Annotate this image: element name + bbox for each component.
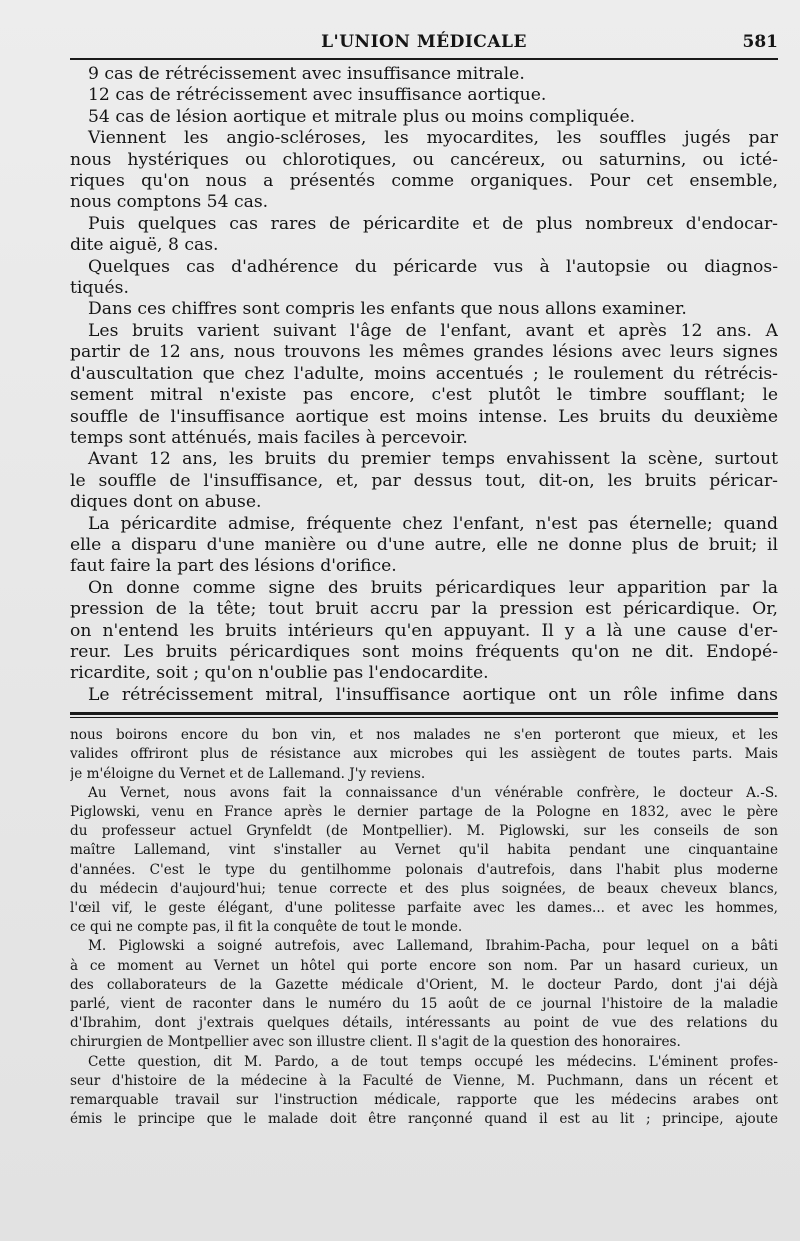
footnote-line: Cette question, dit M. Pardo, a de tout temps occupé les médecins. L'éminent profes- — [88, 1053, 778, 1070]
body-text-line: Puis quelques cas rares de péricardite et de plus nombreux d'endocar- — [88, 213, 778, 234]
body-text-line: Quelques cas d'adhérence du péricarde vus à l'autopsie ou diagnos- — [88, 256, 778, 277]
body-text-line: La péricardite admise, fréquente chez l'enfant, n'est pas éternelle; quand — [88, 513, 778, 534]
body-text-line: riques qu'on nous a présentés comme organiques. Pour cet ensemble, — [70, 171, 778, 192]
footnote-line: maître Lallemand, vint s'installer au Vernet qu'il habita pendant une cinquantaine — [70, 842, 778, 859]
body-text-line: 12 cas de rétrécissement avec insuffisance aortique. — [88, 85, 547, 106]
main-text — [70, 64, 778, 706]
body-text-line: elle a disparu d'une manière ou d'une autre, elle ne donne plus de bruit; il — [70, 534, 778, 555]
footnote-separator-rule — [70, 712, 778, 718]
footnote-line: ce qui ne compte pas, il fit la conquête de tout le monde. — [70, 919, 463, 936]
body-text-line: On donne comme signe des bruits péricardiques leur apparition par la — [88, 577, 778, 598]
footnote-line: des collaborateurs de la Gazette médicale d'Orient, M. le docteur Pardo, dont j'ai déjà — [70, 976, 778, 993]
footnote-line: d'années. C'est le type du gentilhomme polonais d'autrefois, dans l'habit plus moderne — [70, 861, 778, 878]
body-text-line: d'auscultation que chez l'adulte, moins accentués ; le roulement du rétrécis- — [70, 363, 778, 384]
footnote-line: remarquable travail sur l'instruction médicale, rapporte que les médecins arabes ont — [70, 1092, 778, 1109]
body-text-line: ricardite, soit ; qu'on n'oublie pas l'endocardite. — [70, 663, 489, 684]
body-text-line: 9 cas de rétrécissement avec insuffisance mitrale. — [88, 64, 525, 84]
body-text-line: on n'entend les bruits intérieurs qu'en appuyant. Il y a là une cause d'er- — [70, 620, 778, 641]
footnote-line: à ce moment au Vernet un hôtel qui porte encore son nom. Par un hasard curieux, un — [70, 957, 778, 974]
body-text-line: diques dont on abuse. — [70, 492, 262, 513]
body-text-line: le souffle de l'insuffisance, et, par dessus tout, dit-on, les bruits péricar- — [70, 470, 778, 491]
body-text-line: dite aiguë, 8 cas. — [70, 235, 219, 256]
body-text-line: reur. Les bruits péricardiques sont moins fréquents qu'on ne dit. Endopé- — [70, 641, 778, 662]
body-text-line: temps sont atténués, mais faciles à percevoir. — [70, 427, 468, 448]
body-text-line: 54 cas de lésion aortique et mitrale plus ou moins compliquée. — [88, 106, 636, 127]
body-text-line: Avant 12 ans, les bruits du premier temps envahissent la scène, surtout — [88, 449, 778, 470]
footnote-line: je m'éloigne du Vernet et de Lallemand. J'y reviens. — [70, 765, 426, 782]
body-text-line: sement mitral n'existe pas encore, c'est plutôt le timbre soufflant; le — [70, 385, 778, 406]
body-text-line: pression de la tête; tout bruit accru par la pression est péricardique. Or, — [70, 599, 778, 620]
footnote — [70, 726, 778, 1129]
footnote-line: du médecin d'aujourd'hui; tenue correcte et des plus soignées, de beaux cheveux blancs, — [70, 880, 778, 897]
body-text-line: partir de 12 ans, nous trouvons les mêmes grandes lésions avec leurs signes — [70, 342, 778, 363]
body-text-line: tiqués. — [70, 278, 129, 299]
footnote-line: l'œil vif, le geste élégant, d'une politesse parfaite avec les dames... et avec les hommes, — [70, 900, 778, 917]
footnote-line: valides offriront plus de résistance aux microbes qui les assiègent de toutes parts. Mais — [70, 746, 778, 763]
running-title: L'UNION MÉDICALE — [321, 32, 527, 52]
footnote-line: chirurgien de Montpellier avec son illustre client. Il s'agit de la question des honoraires. — [70, 1034, 681, 1051]
body-text-line: souffle de l'insuffisance aortique est moins intense. Les bruits du deuxième — [70, 406, 778, 427]
body-text-line: Viennent les angio-scléroses, les myocardites, les souffles jugés par — [88, 128, 778, 149]
body-text-line: Les bruits varient suivant l'âge de l'enfant, avant et après 12 ans. A — [88, 320, 778, 341]
body-text-line: nous hystériques ou chlorotiques, ou cancéreux, ou saturnins, ou icté- — [70, 149, 778, 170]
body-text-line: faut faire la part des lésions d'orifice. — [70, 556, 397, 577]
footnote-line: M. Piglowski a soigné autrefois, avec Lallemand, Ibrahim-Pacha, pour lequel on a bâti — [88, 938, 778, 955]
page-number: 581 — [742, 32, 778, 52]
header-rule — [70, 58, 778, 60]
body-text-line: Dans ces chiffres sont compris les enfants que nous allons examiner. — [88, 299, 687, 320]
footnote-line: émis le principe que le malade doit être rançonné quand il est au lit ; principe, ajoute — [70, 1111, 778, 1128]
body-text-line: Le rétrécissement mitral, l'insuffisance aortique ont un rôle infime dans — [88, 684, 778, 705]
footnote-line: nous boirons encore du bon vin, et nos malades ne s'en porteront que mieux, et les — [70, 727, 778, 744]
footnote-line: Piglowski, venu en France après le dernier partage de la Pologne en 1832, avec le père — [70, 804, 778, 820]
footnote-line: Au Vernet, nous avons fait la connaissance d'un vénérable confrère, le docteur A.-S. — [88, 784, 778, 801]
footnote-line: parlé, vient de raconter dans le numéro du 15 août de ce journal l'histoire de la maladie — [70, 996, 778, 1013]
body-text-line: nous comptons 54 cas. — [70, 192, 269, 213]
footnote-line: seur d'histoire de la médecine à la Faculté de Vienne, M. Puchmann, dans un récent et — [70, 1072, 778, 1089]
footnote-line: d'Ibrahim, dont j'extrais quelques détails, intéressants au point de vue des relations du — [70, 1015, 778, 1032]
page-header — [70, 28, 778, 58]
footnote-line: du professeur actuel Grynfeldt (de Montpellier). M. Piglowski, sur les conseils de son — [70, 823, 778, 840]
